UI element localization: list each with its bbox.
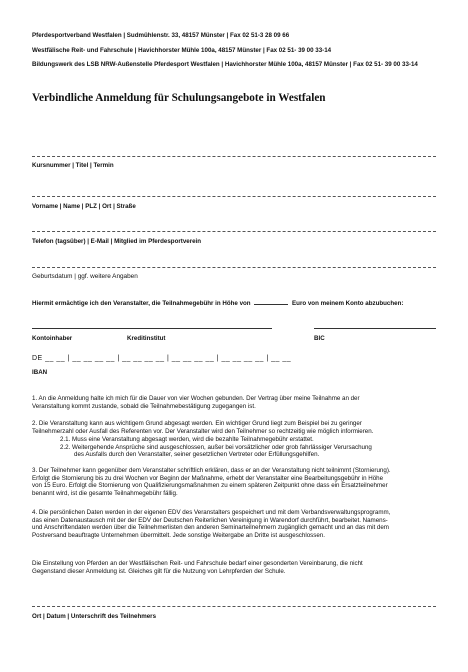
- terms-paragraph-5: [32, 560, 363, 575]
- terms-paragraph-2: [32, 420, 373, 435]
- terms-paragraph-4: [32, 509, 390, 539]
- terms-line: Erfolgt die Stornierung bis zu drei Wochen vor Beginn der Maßnahme, erhebt der Veranstalter eine Bearbeitungsgebühr in Höhe: [32, 474, 384, 482]
- terms-line: des Ausfalls durch den Veranstalter, seiner gesetzlichen Vertreter oder Erfüllungsgehilfen.: [74, 451, 320, 459]
- terms-paragraph-2-sub: [60, 436, 372, 459]
- person-field-line[interactable]: [32, 196, 436, 197]
- terms-line: 3. Der Teilnehmer kann gegenüber dem Veranstalter schriftlich erklären, dass er an der Veranstaltung nicht teilnimmt (Stornierung).: [32, 467, 391, 474]
- birth-extra-label: | ggf. weitere Angaben: [74, 273, 138, 280]
- terms-line: das einen Datenaustausch mit der der EDV der Deutschen Reiterlichen Vereinigung in Warendorf durchführt, bearbeitet. Namens-: [32, 516, 388, 524]
- terms-line: von 15 Euro. Erfolgt die Stornierung von Qualifizierungsmaßnahmen zu einem späteren Zeitpunkt ohne dass ein Ersatzteilnehmer: [32, 482, 388, 490]
- terms-line: Postversand beauftragte Unternehmen übermittelt. Jede sonstige Weitergabe an Dritte ist ausgeschlossen.: [32, 531, 325, 539]
- page-title: Verbindliche Anmeldung für Schulungsangebote in Westfalen: [32, 92, 326, 104]
- terms-line: Veranstaltung kommt zustande, sobald die Teilnahmebestätigung zugegangen ist.: [32, 402, 256, 410]
- person-field-label: Vorname | Name | PLZ | Ort | Straße: [32, 203, 136, 210]
- account-holder-label: Kontoinhaber: [32, 335, 73, 342]
- fee-amount-field[interactable]: [254, 298, 288, 305]
- course-field-label: Kursnummer | Titel | Termin: [32, 162, 114, 169]
- terms-line: benannt wird, ist die gesamte Teilnahmegebühr fällig.: [32, 489, 178, 497]
- bank-institute-label: Kreditinstitut: [127, 335, 166, 342]
- terms-line: 2.1. Muss eine Veranstaltung abgesagt werden, wird die bezahlte Teilnahmegebühr erstattet.: [60, 436, 314, 443]
- bic-label: BIC: [314, 335, 325, 342]
- terms-paragraph-3: [32, 467, 391, 497]
- terms-line: 4. Die persönlichen Daten werden in der eigenen EDV des Veranstalters gespeichert und mit dem Verbandsverwaltungsprogramm,: [32, 509, 391, 516]
- terms-line: Die Einstellung von Pferden an der Westfälischen Reit- und Fahrschule bedarf einer gesonderten Vereinbarung, die nicht: [32, 560, 363, 567]
- terms-line: Teilnehmerzahl oder Ausfall des Referenten vor. Der Veranstalter wird den Teilnehmer so rechtzeitig wie möglich informieren.: [32, 427, 374, 435]
- header-line-1: Pferdesportverband Westfalen | Sudmühlenstr. 33, 48157 Münster | Fax 02 51-3 28 09 66: [32, 32, 290, 39]
- birth-field-label: [32, 273, 138, 280]
- course-field-line[interactable]: [32, 156, 436, 157]
- iban-input-template[interactable]: DE __ __ | __ __ __ __ | __ __ __ __ | __ __ __ __ | __ __ __ __ | __ __: [32, 355, 292, 362]
- birth-field-line[interactable]: [32, 267, 436, 268]
- signature-label: Ort | Datum | Unterschrift des Teilnehmers: [32, 613, 157, 620]
- terms-line: Gegenstand dieser Anmeldung ist. Gleiches gilt für die Nutzung von Lehrpferden der Schule.: [32, 567, 286, 575]
- terms-paragraph-1: [32, 395, 360, 410]
- birth-label: Geburtsdatum: [32, 273, 73, 280]
- terms-line: 1. An die Anmeldung halte ich mich für die Dauer von vier Wochen gebunden. Der Vertrag über meine Teilnahme an der: [32, 395, 360, 402]
- header-line-3: Bildungswerk des LSB NRW-Außenstelle Pferdesport Westfalen | Havichhorster Mühle 100a, 48157 Münster | Fax 02 51- 39 00 33-14: [32, 61, 418, 68]
- iban-label: IBAN: [32, 369, 48, 376]
- debit-mandate: [32, 298, 403, 307]
- phone-field-line[interactable]: [32, 231, 436, 232]
- account-holder-line[interactable]: [32, 328, 272, 329]
- bic-line[interactable]: [314, 328, 436, 329]
- debit-mandate-text: Hiermit ermächtige ich den Veranstalter, die Teilnahmegebühr in Höhe von: [32, 300, 251, 307]
- terms-line: 2. Die Veranstaltung kann aus wichtigem Grund abgesagt werden. Ein wichtiger Grund liegt zum Beispiel bei zu geringer: [32, 420, 362, 427]
- signature-line[interactable]: [32, 606, 436, 607]
- phone-field-label: Telefon (tagsüber) | E-Mail | Mitglied im Pferdesportverein: [32, 238, 202, 245]
- debit-mandate-text-end: Euro von meinem Konto abzubuchen:: [292, 300, 404, 307]
- terms-line: 2.2. Weitergehende Ansprüche sind ausgeschlossen, außer bei vorsätzlicher oder grob fahrlässiger Verursachung: [60, 443, 372, 451]
- header-line-2: Westfälische Reit- und Fahrschule | Havichhorster Mühle 100a, 48157 Münster | Fax 02 51- 39 00 33-14: [32, 47, 332, 54]
- terms-line: und Anschriftendaten werden über die Teilnehmerlisten den anderen Seminarteilnehmern zugänglich gemacht und an das mit dem: [32, 524, 389, 532]
